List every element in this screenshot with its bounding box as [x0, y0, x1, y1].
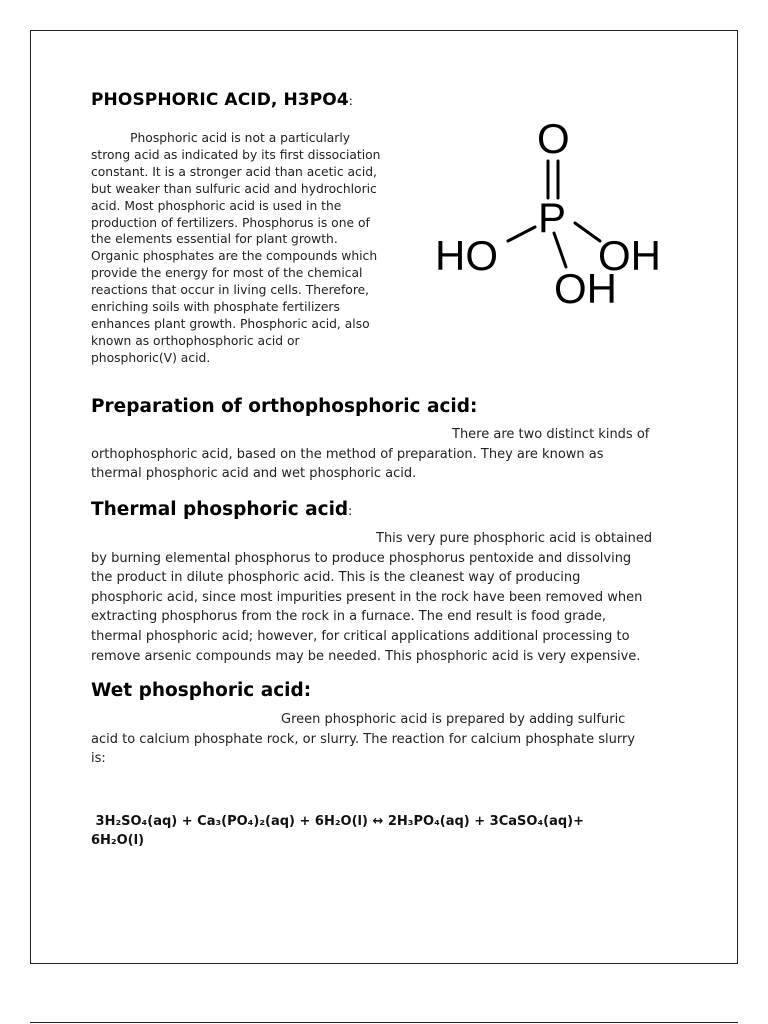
bond-p-oh-left [508, 227, 535, 241]
bond-p-oh-right [575, 223, 600, 241]
atom-p-label: P [538, 194, 567, 241]
intro-line: known as orthophosphoric acid or [91, 333, 300, 348]
atom-oh-right-label: OH [598, 232, 661, 279]
preparation-line: orthophosphoric acid, based on the method of preparation. They are known as [91, 446, 604, 462]
atom-o-label: O [537, 115, 570, 162]
preparation-line: thermal phosphoric acid and wet phosphoric acid. [91, 466, 417, 482]
atom-oh-bottom-label: OH [554, 265, 617, 310]
wet-paragraph [91, 710, 691, 769]
intro-line: phosphoric(V) acid. [91, 350, 211, 365]
atom-ho-left-label: HO [435, 232, 498, 279]
heading-wet: Wet phosphoric acid: [91, 680, 312, 701]
intro-line: acid. Most phosphoric acid is used in the [91, 198, 342, 213]
page-title [91, 90, 353, 110]
thermal-paragraph [91, 529, 691, 666]
intro-line: the elements essential for plant growth. [91, 232, 338, 247]
intro-line: production of fertilizers. Phosphorus is one of [91, 215, 370, 230]
intro-line: Organic phosphates are the compounds which [91, 249, 378, 264]
intro-line: provide the energy for most of the chemical [91, 266, 363, 281]
preparation-line: There are two distinct kinds of [452, 427, 650, 442]
heading-thermal-colon: : [348, 504, 353, 518]
reaction-equation [91, 812, 691, 850]
thermal-line: remove arsenic compounds may be needed. This phosphoric acid is very expensive. [91, 648, 641, 664]
intro-line: strong acid as indicated by its first dissociation [91, 147, 381, 162]
thermal-line: This very pure phosphoric acid is obtained [376, 531, 653, 546]
intro-line: enhances plant growth. Phosphoric acid, also [91, 316, 370, 331]
heading-thermal [91, 499, 352, 520]
intro-line: constant. It is a stronger acid than acetic acid, [91, 164, 377, 179]
equation-line-1: 3H₂SO₄(aq) + Ca₃(PO₄)₂(aq) + 6H₂O(l) ↔ 2H₃PO₄(aq) + 3CaSO₄(aq)+ [91, 814, 584, 829]
intro-line: enriching soils with phosphate fertilizers [91, 300, 340, 315]
thermal-line: phosphoric acid, since most impurities present in the rock have been removed when [91, 589, 643, 605]
preparation-paragraph [91, 425, 691, 484]
thermal-line: the product in dilute phosphoric acid. This is the cleanest way of producing [91, 570, 581, 586]
bottom-divider [30, 1022, 738, 1023]
phosphoric-acid-structure [430, 115, 675, 310]
intro-line: reactions that occur in living cells. Therefore, [91, 283, 370, 298]
thermal-line: thermal phosphoric acid; however, for critical applications additional processing to [91, 628, 630, 644]
page-title-text: PHOSPHORIC ACID, H3PO4 [91, 90, 349, 110]
equation-line-2: 6H₂O(l) [91, 833, 145, 848]
intro-paragraph [91, 130, 426, 367]
wet-line: is: [91, 751, 106, 767]
thermal-line: extracting phosphorus from the rock in a furnace. The end result is food grade, [91, 609, 606, 625]
heading-preparation: Preparation of orthophosphoric acid: [91, 396, 478, 417]
page-title-colon: : [348, 94, 353, 108]
wet-line: acid to calcium phosphate rock, or slurry. The reaction for calcium phosphate slurry [91, 731, 636, 747]
thermal-line: by burning elemental phosphorus to produce phosphorus pentoxide and dissolving [91, 550, 632, 566]
wet-line: Green phosphoric acid is prepared by adding sulfuric [281, 712, 626, 727]
intro-line: Phosphoric acid is not a particularly [91, 131, 351, 145]
heading-thermal-text: Thermal phosphoric acid [91, 499, 349, 520]
intro-line: but weaker than sulfuric acid and hydrochloric [91, 181, 377, 196]
